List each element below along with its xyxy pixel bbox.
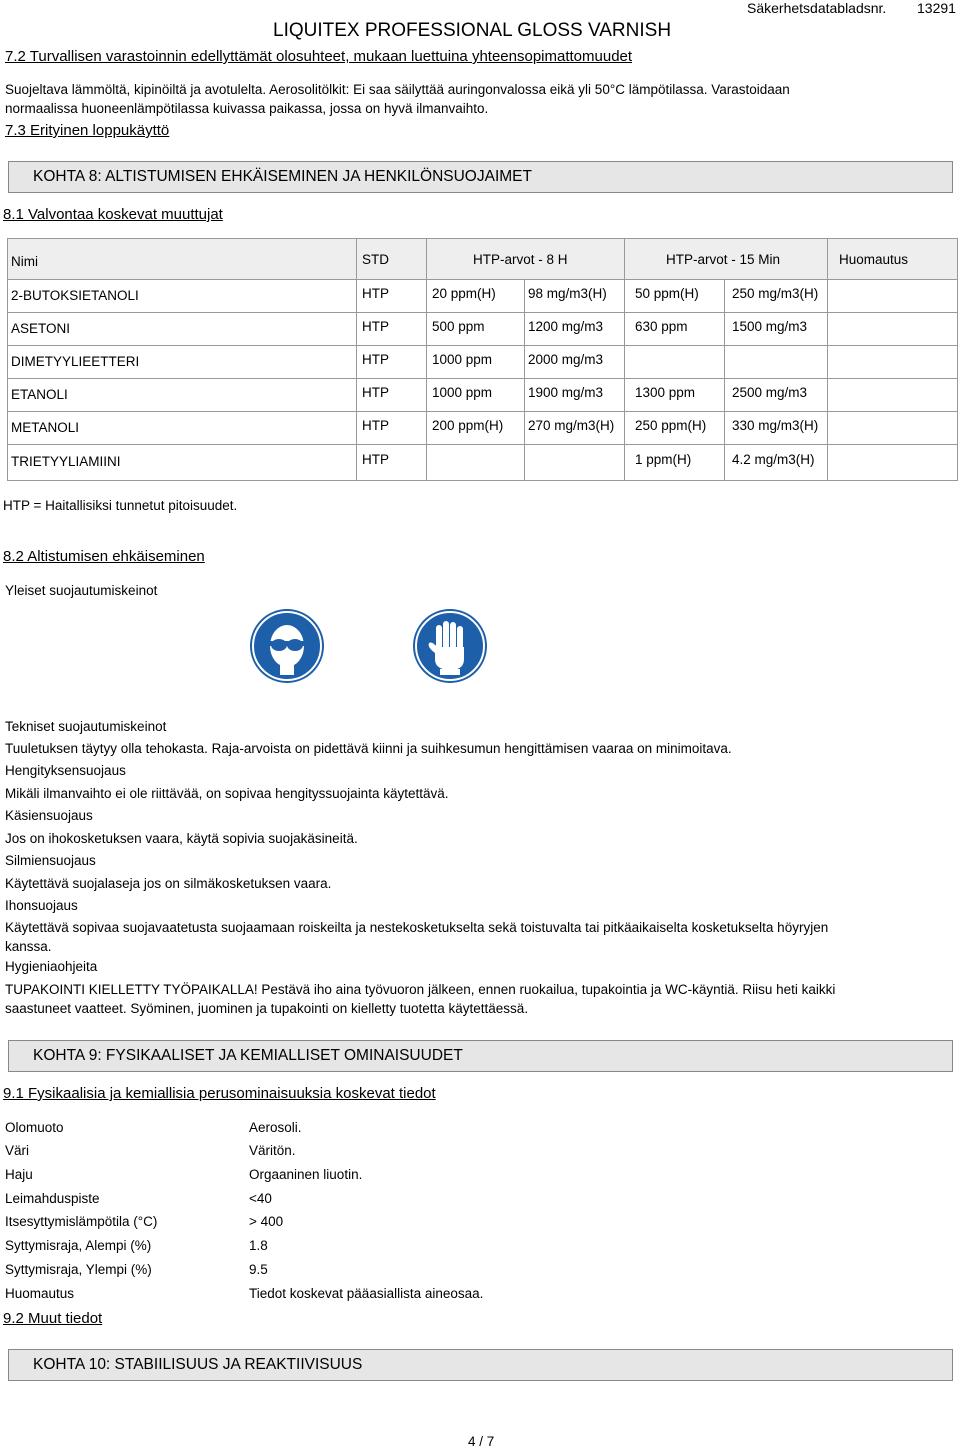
exposure-limits-table [7, 238, 958, 481]
technical-measures-text: Tuuletuksen täytyy olla tehokasta. Raja-arvoista on pidettävä kiinni ja suihkesumun hengittämisen vaaraa on minimoitava. [5, 741, 732, 756]
subsection-7-3-heading: 7.3 Erityinen loppukäyttö [5, 122, 170, 139]
header-std-label: STD [362, 252, 389, 267]
subsection-8-2-heading: 8.2 Altistumisen ehkäiseminen [3, 548, 205, 565]
row-htp15-mg: 330 mg/m3(H) [732, 418, 819, 433]
eye-protection-text: Käytettävä suojalaseja jos on silmäkosketuksen vaara. [5, 876, 332, 891]
row-htp15-mg: 250 mg/m3(H) [732, 286, 819, 301]
row-htp8-ppm: 200 ppm(H) [432, 418, 504, 433]
row-htp8-ppm: 1000 ppm [432, 352, 493, 367]
property-value: Tiedot koskevat pääasiallista aineosaa. [249, 1286, 484, 1301]
property-value: Väritön. [249, 1143, 296, 1158]
row-htp8-mg: 2000 mg/m3 [528, 352, 604, 367]
header-cell-name [7, 238, 357, 280]
property-label: Olomuoto [5, 1120, 64, 1135]
row-htp8-ppm: 500 ppm [432, 319, 485, 334]
row-name: METANOLI [11, 420, 80, 435]
property-label: Itsesyttymislämpötila (°C) [5, 1214, 158, 1229]
row-htp8-mg: 270 mg/m3(H) [528, 418, 615, 433]
property-value: <40 [249, 1191, 272, 1206]
header-note-label: Huomautus [839, 252, 909, 267]
hygiene-text-line-1: TUPAKOINTI KIELLETTY TYÖPAIKALLA! Pestävä iho aina työvuoron jälkeen, ennen ruokailua, tupakointia ja WC-käyntiä. Riisu heti kaikki [5, 982, 836, 997]
row-name: ASETONI [11, 321, 71, 336]
general-measures-label: Yleiset suojautumiskeinot [5, 583, 158, 598]
section-10-title: KOHTA 10: STABIILISUUS JA REAKTIIVISUUS [33, 1356, 363, 1373]
storage-text-line-2: normaalissa huoneenlämpötilassa kuivassa paikassa, jossa on hyvä ilmanvaihto. [5, 101, 489, 116]
property-label: Syttymisraja, Ylempi (%) [5, 1262, 152, 1277]
section-8-header [8, 161, 953, 193]
table-row [7, 411, 958, 445]
respiratory-label: Hengityksensuojaus [5, 763, 126, 778]
property-value: Aerosoli. [249, 1120, 302, 1135]
table-row [7, 312, 958, 346]
row-htp15-mg: 1500 mg/m3 [732, 319, 808, 334]
property-value: Orgaaninen liuotin. [249, 1167, 363, 1182]
section-9-header [8, 1040, 953, 1072]
page-number: 4 / 7 [468, 1434, 495, 1449]
sds-label: Säkerhetsdatabladsnr. [747, 0, 887, 16]
hand-protection-label: Käsiensuojaus [5, 808, 93, 823]
table-row [7, 279, 958, 313]
row-htp8-ppm: 1000 ppm [432, 385, 493, 400]
row-note [827, 444, 958, 481]
respiratory-text: Mikäli ilmanvaihto ei ole riittävää, on sopivaa hengityssuojainta käytettävä. [5, 786, 449, 801]
row-name: ETANOLI [11, 387, 68, 402]
header-cell-htp15 [624, 238, 828, 280]
property-value: 9.5 [249, 1262, 268, 1277]
header-htp15-label: HTP-arvot - 15 Min [666, 252, 781, 267]
row-note [827, 411, 958, 445]
row-note [827, 312, 958, 346]
header-cell-std [356, 238, 427, 280]
hygiene-text-line-2: saastuneet vaatteet. Syöminen, juominen ja tupakointi on kielletty tuotetta käytettäessä. [5, 1001, 529, 1016]
row-htp8-ppm: 20 ppm(H) [432, 286, 496, 301]
table-row [7, 444, 958, 481]
row-std: HTP [362, 385, 389, 400]
header-htp8-label: HTP-arvot - 8 H [473, 252, 568, 267]
row-name: TRIETYYLIAMIINI [11, 454, 121, 469]
row-std: HTP [362, 352, 389, 367]
subsection-9-2-heading: 9.2 Muut tiedot [3, 1310, 103, 1327]
row-std: HTP [362, 286, 389, 301]
row-htp15-ppm: 50 ppm(H) [635, 286, 699, 301]
row-std: HTP [362, 418, 389, 433]
row-htp15-ppm: 630 ppm [635, 319, 688, 334]
table-row [7, 345, 958, 379]
header-name-label: Nimi [11, 254, 38, 269]
row-htp15-mg: 4.2 mg/m3(H) [732, 452, 815, 467]
subsection-8-1-heading: 8.1 Valvontaa koskevat muuttujat [3, 206, 223, 223]
row-note [827, 378, 958, 412]
property-label: Leimahduspiste [5, 1191, 100, 1206]
property-label: Huomautus [5, 1286, 75, 1301]
row-htp15-mg: 2500 mg/m3 [732, 385, 808, 400]
technical-measures-label: Tekniset suojautumiskeinot [5, 719, 167, 734]
property-value: 1.8 [249, 1238, 268, 1253]
subsection-7-2-heading: 7.2 Turvallisen varastoinnin edellyttämät olosuhteet, mukaan luettuina yhteensopimattomuudet [5, 48, 633, 65]
subsection-9-1-heading: 9.1 Fysikaalisia ja kemiallisia perusominaisuuksia koskevat tiedot [3, 1085, 436, 1102]
row-note [827, 345, 958, 379]
section-8-title: KOHTA 8: ALTISTUMISEN EHKÄISEMINEN JA HENKILÖNSUOJAIMET [33, 168, 532, 185]
row-htp15-ppm: 250 ppm(H) [635, 418, 707, 433]
row-htp8-mg: 98 mg/m3(H) [528, 286, 607, 301]
row-htp15-ppm: 1 ppm(H) [635, 452, 692, 467]
section-9-title: KOHTA 9: FYSIKAALISET JA KEMIALLISET OMINAISUUDET [33, 1047, 463, 1064]
goggles-icon [250, 609, 324, 683]
hand-protection-text: Jos on ihokosketuksen vaara, käytä sopivia suojakäsineitä. [5, 831, 358, 846]
table-row [7, 378, 958, 412]
property-label: Syttymisraja, Alempi (%) [5, 1238, 152, 1253]
row-htp15-ppm: 1300 ppm [635, 385, 696, 400]
document-title: LIQUITEX PROFESSIONAL GLOSS VARNISH [273, 20, 672, 41]
row-std: HTP [362, 319, 389, 334]
row-htp8-mg: 1900 mg/m3 [528, 385, 604, 400]
gloves-icon [413, 609, 487, 683]
skin-protection-text-line-2: kanssa. [5, 939, 52, 954]
htp-definition: HTP = Haitallisiksi tunnetut pitoisuudet. [3, 498, 238, 513]
row-std: HTP [362, 452, 389, 467]
skin-protection-label: Ihonsuojaus [5, 898, 78, 913]
hygiene-label: Hygieniaohjeita [5, 959, 98, 974]
row-name: 2-BUTOKSIETANOLI [11, 288, 139, 303]
property-label: Haju [5, 1167, 33, 1182]
sds-number: 13291 [917, 0, 956, 16]
eye-protection-label: Silmiensuojaus [5, 853, 96, 868]
header-cell-htp8 [426, 238, 625, 280]
header-cell-note [827, 238, 958, 280]
skin-protection-text-line-1: Käytettävä sopivaa suojavaatetusta suojaamaan roiskeilta ja nestekosketukselta sekä toistuvalta tai pitkäaikaiselta kosketukselta höyryjen [5, 920, 829, 935]
section-10-header [8, 1349, 953, 1381]
row-htp8-mg: 1200 mg/m3 [528, 319, 604, 334]
row-note [827, 279, 958, 313]
storage-text-line-1: Suojeltava lämmöltä, kipinöiltä ja avotulelta. Aerosolitölkit: Ei saa säilyttää auringonvalossa eikä yli 50°C lämpötilassa. Varastoidaan [5, 82, 790, 97]
property-value: > 400 [249, 1214, 284, 1229]
property-label: Väri [5, 1143, 30, 1158]
row-name: DIMETYYLIEETTERI [11, 354, 140, 369]
